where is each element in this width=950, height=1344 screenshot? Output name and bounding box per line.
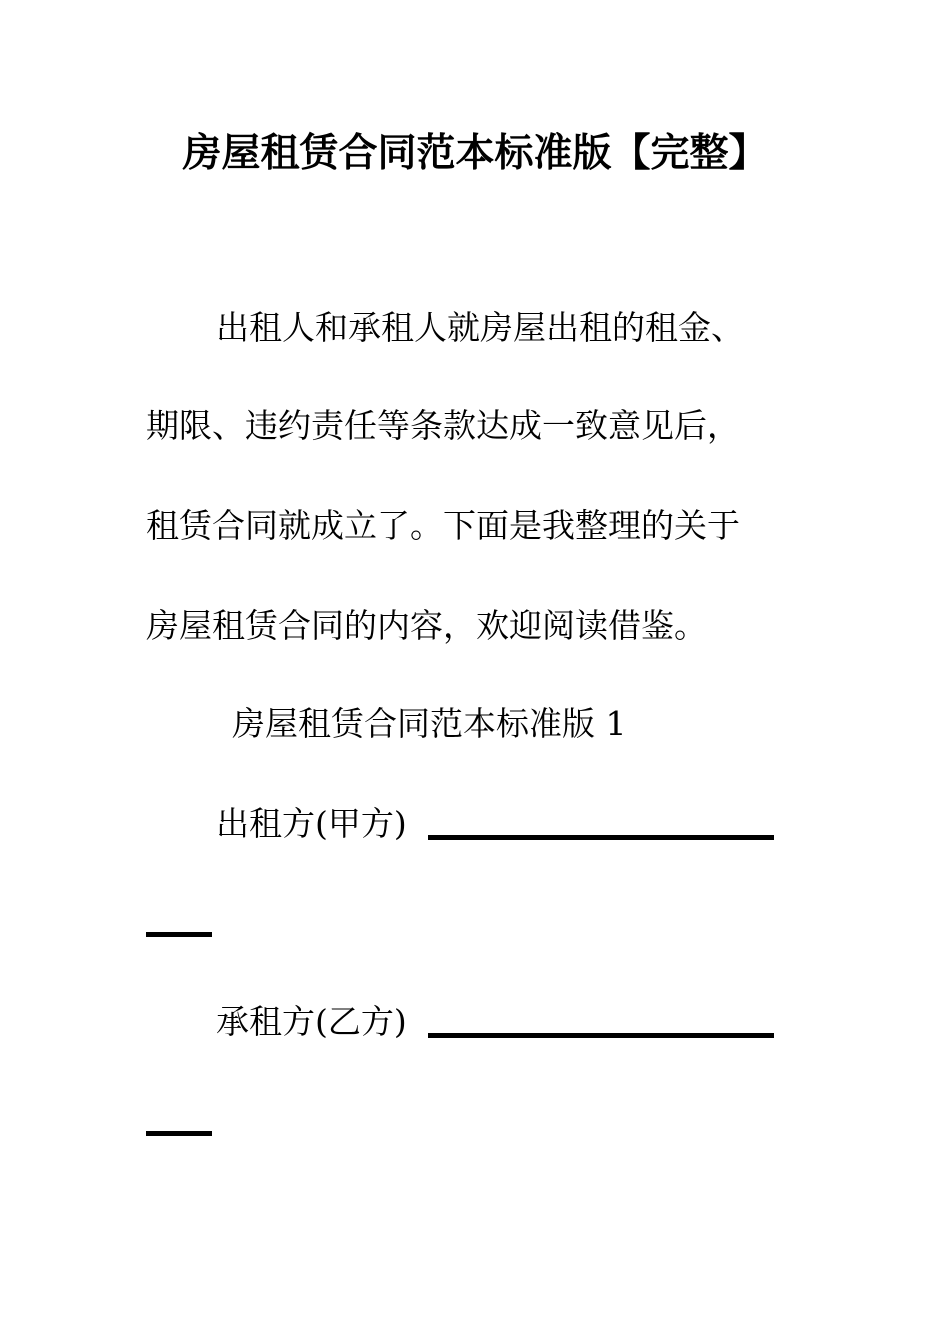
landlord-blank-line <box>428 835 774 840</box>
intro-line-2: 期限、违约责任等条款达成一致意见后， <box>146 406 740 445</box>
tenant-label: 承租方(乙方) <box>216 1002 407 1041</box>
landlord-label: 出租方(甲方) <box>216 804 407 843</box>
section-heading: 房屋租赁合同范本标准版 1 <box>232 704 627 743</box>
intro-line-3: 租赁合同就成立了。下面是我整理的关于 <box>146 506 740 545</box>
tenant-blank-line-continued <box>146 1131 212 1136</box>
landlord-blank-line-continued <box>146 932 212 937</box>
tenant-blank-line <box>428 1033 774 1038</box>
intro-line-4: 房屋租赁合同的内容，欢迎阅读借鉴。 <box>146 606 707 645</box>
document-title: 房屋租赁合同范本标准版【完整】 <box>182 131 768 176</box>
intro-line-1: 出租人和承租人就房屋出租的租金、 <box>216 308 744 347</box>
